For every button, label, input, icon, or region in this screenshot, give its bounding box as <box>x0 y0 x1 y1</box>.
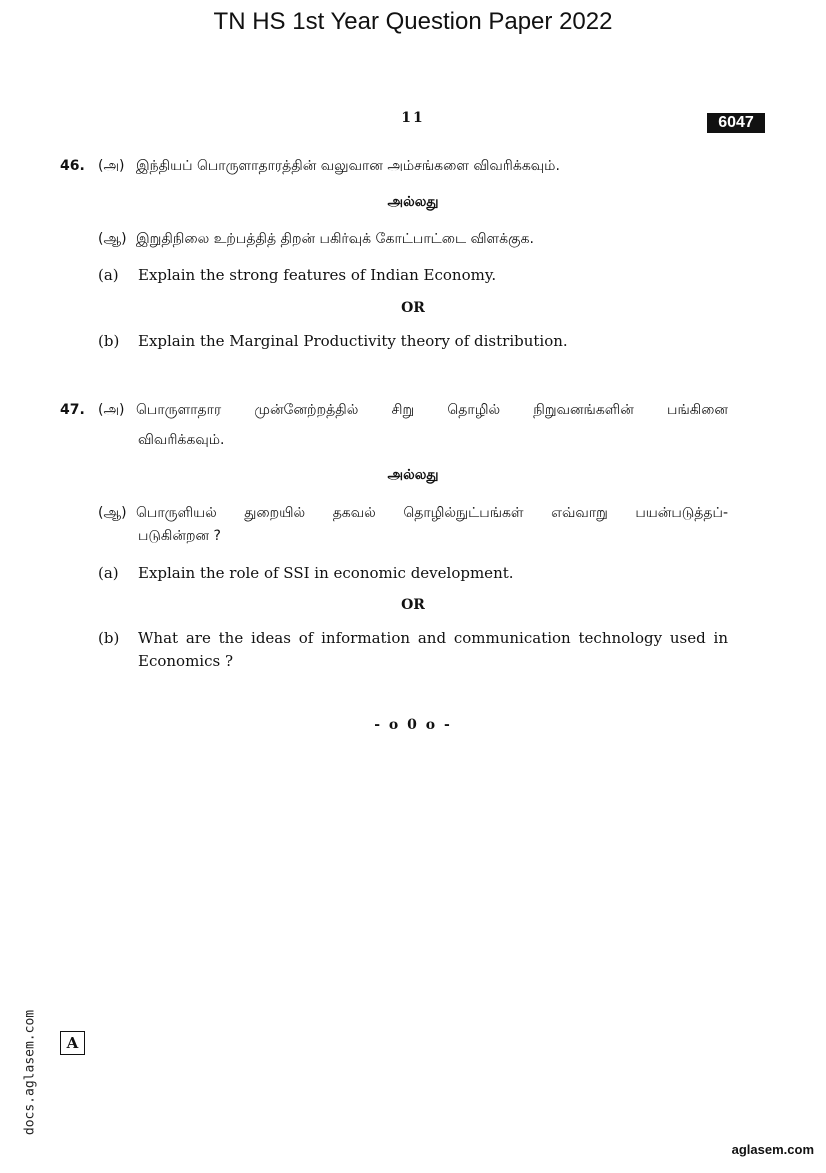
q46-b-tamil-text: இறுதிநிலை உற்பத்தித் திறன் பகிர்வுக் கோட்பாட்டை விளக்குக. <box>136 231 534 247</box>
paper-code-badge: 6047 <box>707 113 765 133</box>
q47-a-label-tamil: (அ) <box>98 402 125 418</box>
q47-b-label-tamil: (ஆ) <box>98 505 127 521</box>
q46-or-tamil: அல்லது <box>387 194 439 210</box>
q47-b-label-english: (b) <box>98 629 120 647</box>
q46-a-label-english: (a) <box>98 266 119 284</box>
q46-a-english-text: Explain the strong features of Indian Economy. <box>138 266 497 284</box>
q47-a-tamil-line1: பொருளாதார முன்னேற்றத்தில் சிறு தொழில் நிறுவனங்களின் பங்கினை <box>136 402 728 418</box>
q47-a-english-text: Explain the role of SSI in economic development. <box>138 564 514 582</box>
q47-a-label-english: (a) <box>98 564 119 582</box>
version-box: A <box>60 1031 85 1055</box>
q46-b-label-english: (b) <box>98 332 120 350</box>
q46-b-english-text: Explain the Marginal Productivity theory of distribution. <box>138 332 568 350</box>
question-47-number: 47. <box>60 402 85 418</box>
page-number: 11 <box>401 110 425 126</box>
q47-a-tamil-line2: விவரிக்கவும். <box>138 432 225 448</box>
q46-b-label-tamil: (ஆ) <box>98 231 127 247</box>
q46-or-english: OR <box>401 300 425 316</box>
question-46-number: 46. <box>60 158 85 174</box>
q47-b-english-line1: What are the ideas of information and communication technology used in <box>138 629 728 647</box>
q46-a-label-tamil: (அ) <box>98 158 125 174</box>
q47-b-tamil-line2: படுகின்றன ? <box>138 528 221 544</box>
end-of-paper-mark: - o 0 o - <box>374 717 452 733</box>
q47-b-english-line2: Economics ? <box>138 652 234 670</box>
side-watermark: docs.aglasem.com <box>22 1009 38 1136</box>
q46-a-tamil-text: இந்தியப் பொருளாதாரத்தின் வலுவான அம்சங்களை விவரிக்கவும். <box>136 158 560 174</box>
page-title: TN HS 1st Year Question Paper 2022 <box>213 8 613 35</box>
q47-or-tamil: அல்லது <box>387 467 439 483</box>
q47-or-english: OR <box>401 597 425 613</box>
footer-site-link[interactable]: aglasem.com <box>731 1142 814 1157</box>
q47-b-tamil-line1: பொருளியல் துறையில் தகவல் தொழில்நுட்பங்கள் எவ்வாறு பயன்படுத்தப்- <box>136 505 728 521</box>
